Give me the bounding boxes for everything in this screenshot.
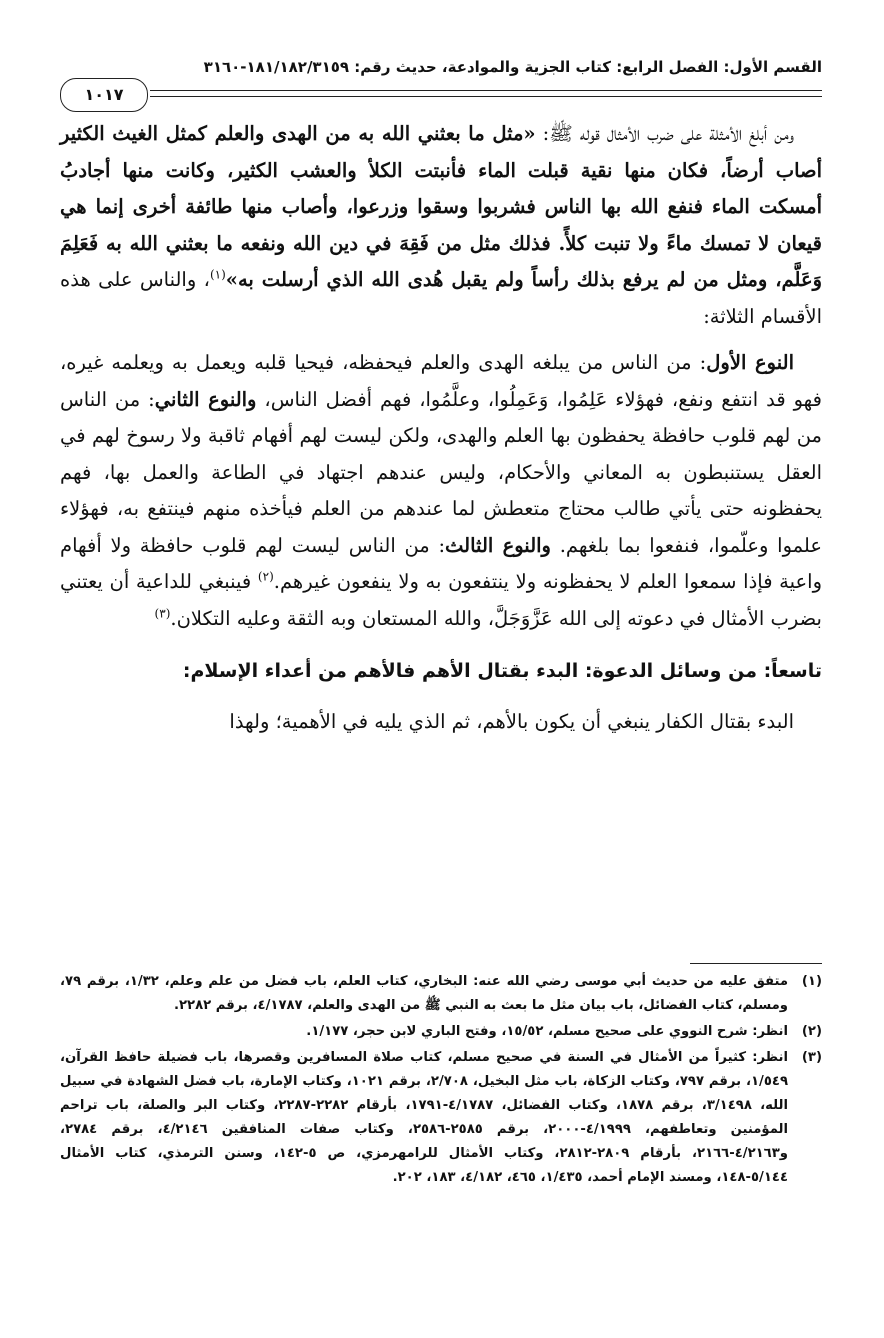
footnotes <box>60 970 822 1192</box>
type-one-label: النوع الأول <box>706 351 795 374</box>
footnote-number: (٢) <box>801 1024 822 1039</box>
header-rule-bottom <box>150 96 822 97</box>
section-heading: تاسعاً: من وسائل الدعوة: البدء بقتال الأهم فالأهم من أعداء الإسلام: <box>182 660 822 682</box>
footnote-text: انظر: شرح النووي على صحيح مسلم، ١٥/٥٢، وفتح الباري لابن حجر، ١/١٧٧. <box>306 1024 788 1039</box>
type-one-text: : من الناس من يبلغه الهدى والعلم فيحفظه، فيحيا قلبه ويعمل به ويعلمه غيره، فهو قد انتفع ونفع، فهؤلاء عَلِمُوا، وَعَمِلُوا، وعلَّمُوا، فهم أفضل الناس، <box>60 351 822 411</box>
paragraph-fighting-order: البدء بقتال الكفار ينبغي أن يكون بالأهم، ثم الذي يليه في الأهمية؛ ولهذا <box>229 709 794 733</box>
footnote-ref-1[interactable]: (١) <box>209 267 226 282</box>
header-rule-top <box>150 90 822 91</box>
intro-text: ومن أبلغ الأمثلة على ضرب الأمثال قوله ﷺ: <box>535 122 794 145</box>
page-number: ١٠١٧ <box>60 78 148 112</box>
footnote-ref-2[interactable]: (٢) <box>257 569 274 584</box>
footnote-separator <box>690 963 822 964</box>
intro-text-continued: ، والناس على هذه الأقسام الثلاثة: <box>60 268 822 328</box>
paragraph-three-types <box>60 345 822 637</box>
type-three-text: : من الناس ليست لهم قلوب حافظة ولا أفهام واعية فإذا سمعوا العلم لا يحفظونه ولا ينتفعون به ولا ينفعون غيرهم. <box>60 533 822 593</box>
type-two-text: : من الناس من لهم قلوب حافظة يحفظون بها العلم والهدى، ولكن ليست لهم أفهام ثاقبة ولا رسوخ لهم في العقل يستنبطون به المعاني والأحكام، وليس عندهم اجتهاد في الطاعة والعمل بها، فهم يحفظونه حتى يأتي طالب محتاج متعطش لما عندهم من العلم فيأخذه منهم فينتفع به، فهؤلاء علموا وعلّموا، فنفعوا بما بلغهم. <box>60 387 823 557</box>
footnote <box>60 1046 822 1190</box>
paragraph-parable <box>60 116 822 335</box>
running-header: القسم الأول: الفصل الرابع: كتاب الجزية والموادعة، حديث رقم: ١٨١/١٨٢/٣١٥٩-٣١٦٠ <box>203 58 822 76</box>
closing-text: فينبغي للداعية أن يعتني بضرب الأمثال في دعوته إلى الله عَزَّوَجَلَّ، والله المستعان وبه الثقة وعليه التكلان. <box>60 570 822 630</box>
footnote-text: انظر: كثيراً من الأمثال في السنة في صحيح مسلم، كتاب صلاة المسافرين وقصرها، باب فضيلة حافظ القرآن، ١/٥٤٩، برقم ٧٩٧، وكتاب الزكاة، باب مثل البخيل، ٢/٧٠٨، برقم ١٠٢١، وكتاب الإمارة، باب فضل الشهادة في سبيل الله، ٣/١٤٩٨، برقم ١٨٧٨، وكتاب الفضائل، ٤/١٧٨٧-١٧٩١، بأرقام ٢٢٨٢-٢٢٨٧، وكتاب البر والصلة، باب تراحم المؤمنين وتعاطفهم، ٤/١٩٩٩-٢٠٠٠، برقم ٢٥٨٥-٢٥٨٦، وكتاب صفات المنافقين ٤/٢١٤٦، برقم ٢٧٨٤، و٤/٢١٦٣-٢١٦٦، بأرقام ٢٨٠٩-٢٨١٢، وكتاب الأمثال للرامهرمزي، ص ٥-١٤٢، وسنن الترمذي، كتاب الأمثال ٥/١٤٤-١٤٨، ومسند الإمام أحمد، ١/٤٣٥، ٤٦٥، ٤/١٨٢، ١٨٣، ٢٠٢. <box>60 1050 789 1185</box>
footnote-ref-3[interactable]: (٣) <box>154 606 171 620</box>
type-two-label: والنوع الثاني <box>154 387 257 411</box>
footnote-number: (١) <box>801 974 822 989</box>
footnote-text: متفق عليه من حديث أبي موسى رضي الله عنه: البخاري، كتاب العلم، باب فضل من علم وعلم، ١/٣٢، برقم ٧٩، ومسلم، كتاب الفضائل، باب بيان مثل ما بعث به النبي ﷺ من الهدى والعلم، ٤/١٧٨٧، برقم ٢٢٨٢. <box>60 974 788 1013</box>
hadith-quote: «مثل ما بعثني الله به من الهدى والعلم كمثل الغيث الكثير أصاب أرضاً، فكان منها نقية قبلت الماء فأنبتت الكلأ والعشب الكثير، وكانت منها أجادبُ أمسكت الماء فنفع الله بها الناس فشربوا وسقوا وزرعوا، وأصاب منها طائفة أخرى إنما هي قيعان لا تمسك ماءً ولا تنبت كلأً. فذلك مثل من فَقِهَ في دين الله ونفعه ما بعثني الله به فَعَلِمَ وَعَلَّم، ومثل من لم يرفع بذلك رأساً ولم يقبل هُدى الله الذي أرسلت به» <box>60 122 822 291</box>
footnote <box>60 1020 822 1044</box>
footnote <box>60 970 822 1018</box>
footnote-number: (٣) <box>801 1050 822 1065</box>
main-text <box>60 116 822 750</box>
type-three-label: والنوع الثالث <box>445 533 551 557</box>
